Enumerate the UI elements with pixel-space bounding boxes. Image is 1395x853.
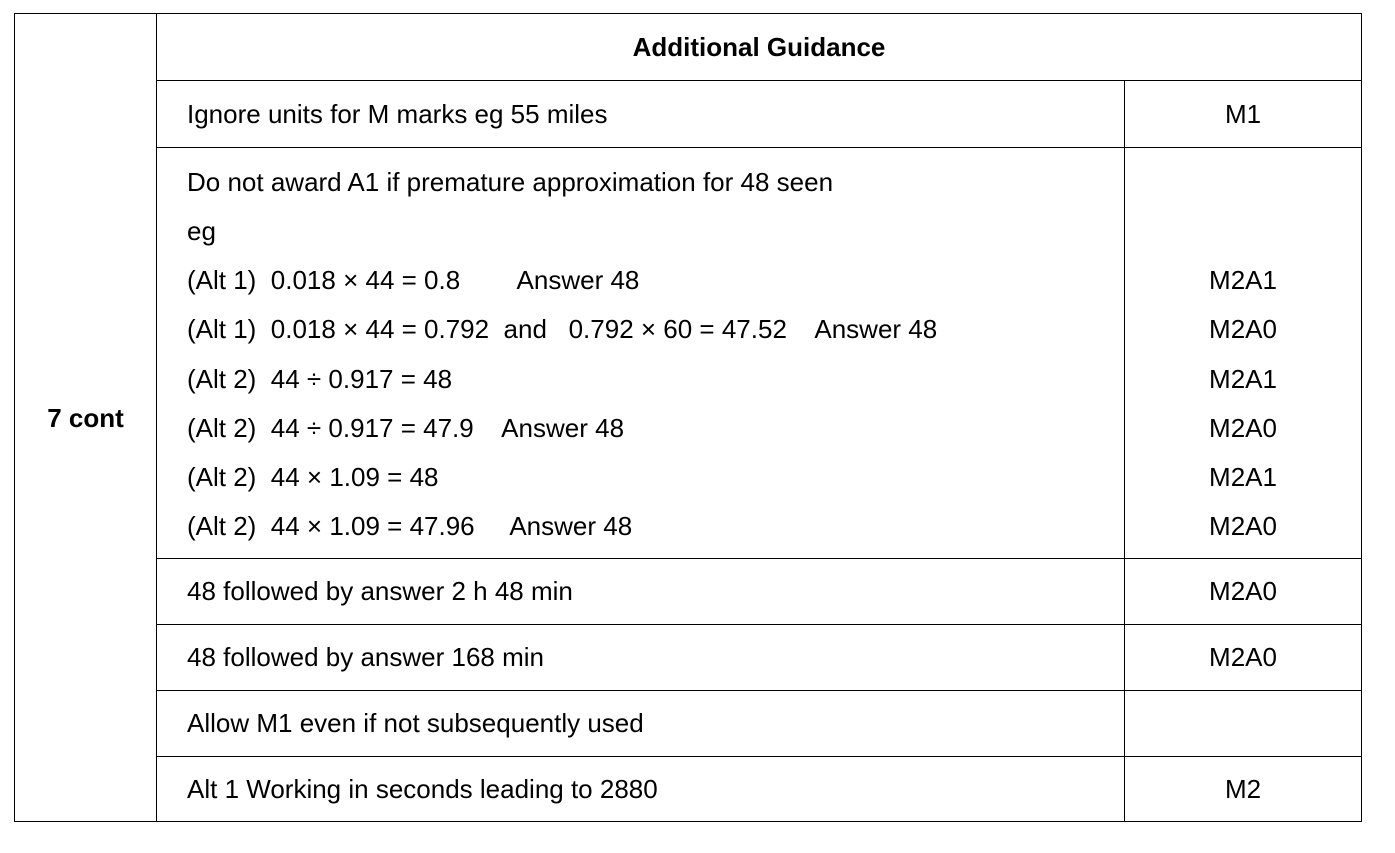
guidance-mark: M2A0	[1209, 576, 1277, 606]
guidance-mark: M2	[1224, 773, 1262, 804]
guidance-text: Alt 1 Working in seconds leading to 2880	[187, 773, 658, 804]
guidance-mark: M2A0	[1209, 642, 1277, 672]
guidance-row	[157, 756, 1361, 821]
guidance-text-cell	[157, 625, 1125, 690]
guidance-header: Additional Guidance	[632, 31, 886, 62]
guidance-mark-cell	[1125, 148, 1361, 558]
guidance-mark: M2A1	[1209, 265, 1277, 295]
guidance-row	[157, 80, 1361, 147]
guidance-mark-cell	[1125, 691, 1361, 756]
mark-scheme-table	[14, 13, 1362, 823]
guidance-line: (Alt 2) 44 ÷ 0.917 = 47.9 Answer 48	[187, 413, 625, 443]
guidance-mark: M2A0	[1209, 511, 1277, 541]
guidance-text: 48 followed by answer 168 min	[187, 642, 544, 672]
guidance-mark-cell	[1125, 81, 1361, 147]
guidance-text: 48 followed by answer 2 h 48 min	[187, 576, 573, 606]
guidance-mark-cell	[1125, 559, 1361, 624]
guidance-row	[157, 558, 1361, 624]
guidance-line: (Alt 2) 44 × 1.09 = 47.96 Answer 48	[187, 511, 633, 541]
guidance-text-cell	[157, 559, 1125, 624]
guidance-line: (Alt 2) 44 ÷ 0.917 = 48	[187, 364, 453, 394]
guidance-text-cell	[157, 757, 1125, 821]
guidance-mark: M1	[1224, 98, 1262, 129]
guidance-mark-cell	[1125, 625, 1361, 690]
guidance-mark: M2A0	[1209, 413, 1277, 443]
guidance-text-cell	[157, 148, 1125, 558]
guidance-line: eg	[187, 216, 216, 246]
guidance-text-cell	[157, 81, 1125, 147]
guidance-line: (Alt 2) 44 × 1.09 = 48	[187, 462, 439, 492]
guidance-mark: M2A1	[1209, 462, 1277, 492]
guidance-text: Ignore units for M marks eg 55 miles	[187, 98, 608, 129]
question-label: 7 cont	[47, 403, 124, 433]
guidance-row	[157, 624, 1361, 690]
guidance-header-row	[157, 14, 1361, 80]
guidance-grid	[156, 13, 1362, 822]
guidance-line: Do not award A1 if premature approximation for 48 seen	[187, 167, 834, 197]
question-number-cell	[14, 13, 157, 822]
guidance-row-premature-approximation	[157, 147, 1361, 558]
guidance-mark-cell	[1125, 757, 1361, 821]
guidance-mark: M2A1	[1209, 364, 1277, 394]
guidance-text-cell	[157, 691, 1125, 756]
guidance-row	[157, 690, 1361, 756]
guidance-line: (Alt 1) 0.018 × 44 = 0.792 and 0.792 × 60 = 47.52 Answer 48	[187, 314, 938, 344]
guidance-line: (Alt 1) 0.018 × 44 = 0.8 Answer 48	[187, 265, 640, 295]
guidance-mark: M2A0	[1209, 314, 1277, 344]
guidance-text: Allow M1 even if not subsequently used	[187, 708, 644, 738]
